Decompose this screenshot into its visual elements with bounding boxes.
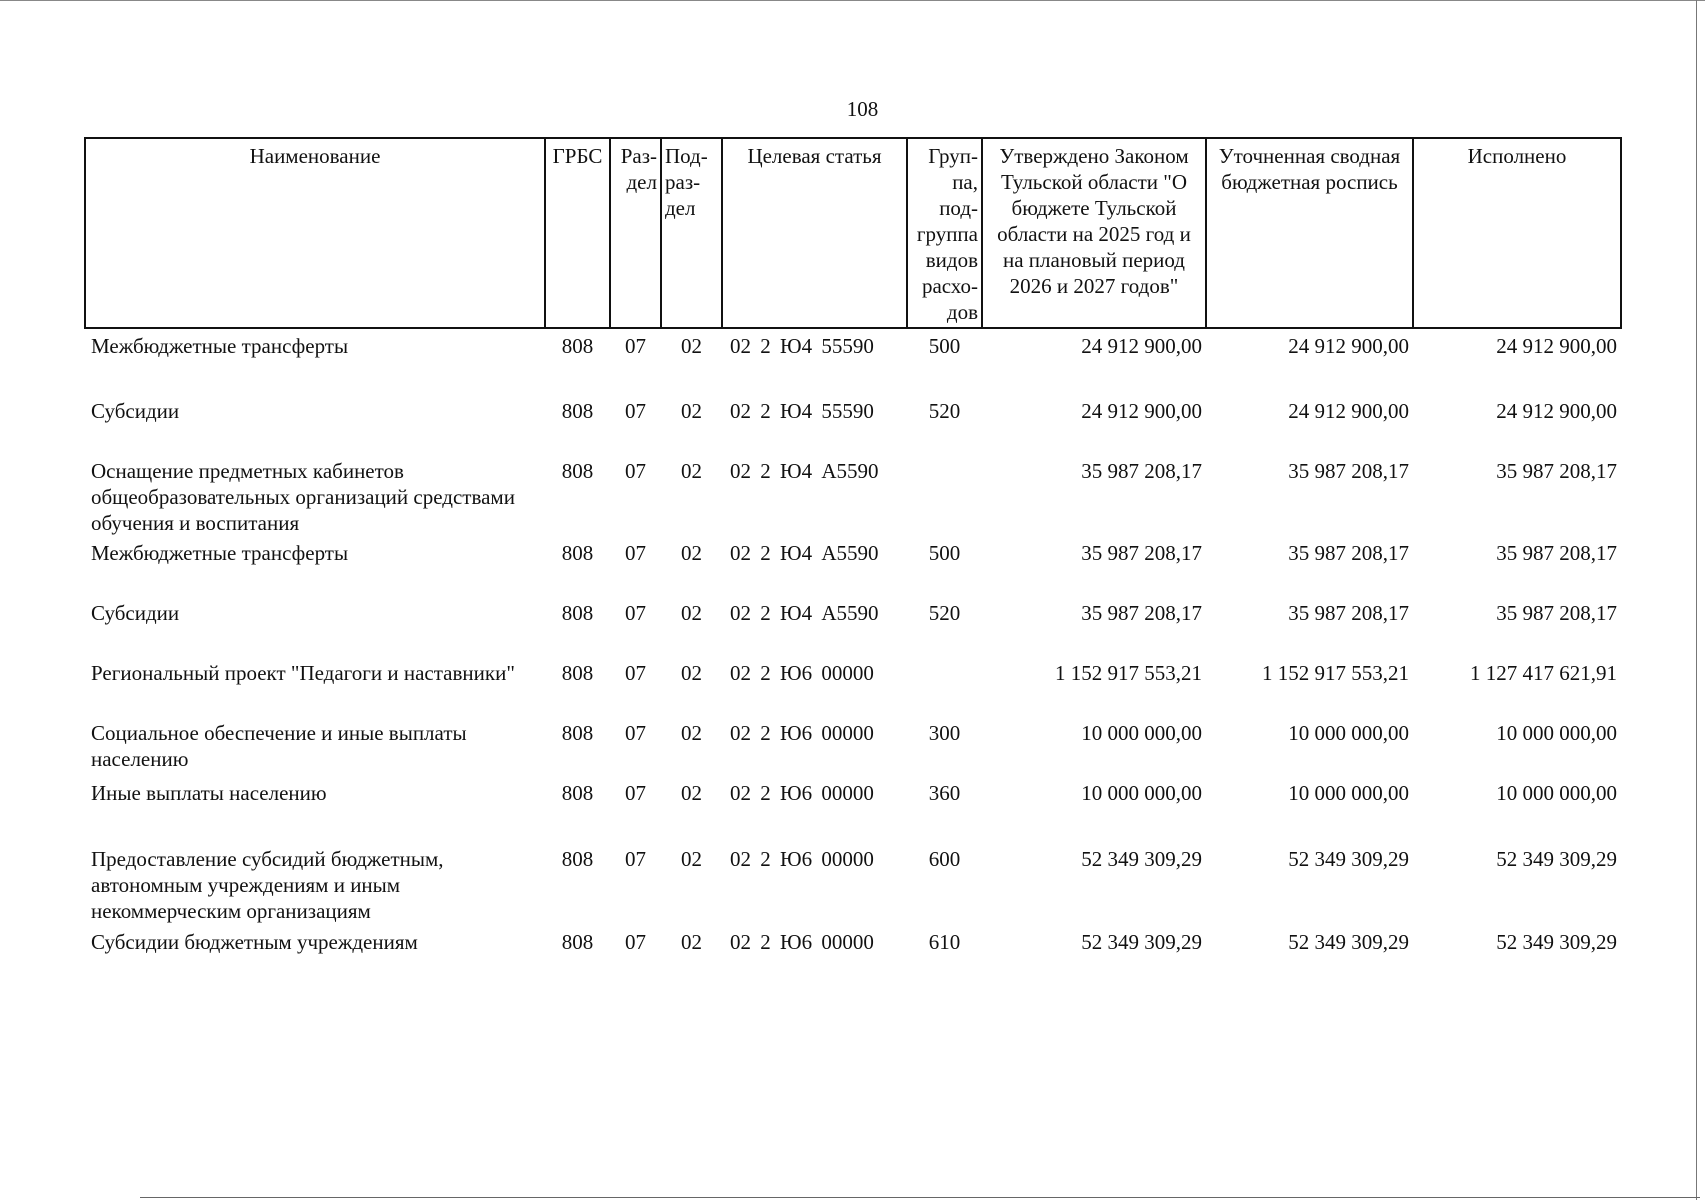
cell-celevaya-statya: 02 2 Ю4 55590 xyxy=(730,399,874,423)
cell-name: Оснащение предметных кабинетов общеобразовательных организаций средствами обучения и воспитания xyxy=(91,459,515,535)
cell-name: Предоставление субсидий бюджетным, автономным учреждениям и иным некоммерческим организациям xyxy=(91,847,444,923)
cell-ispolneno: 24 912 900,00 xyxy=(1496,399,1617,423)
cell-grbs: 808 xyxy=(561,541,594,565)
cell-utverzhdeno: 24 912 900,00 xyxy=(1081,399,1202,423)
cell-podrazdel: 02 xyxy=(681,541,702,565)
cell-utochnennaya: 52 349 309,29 xyxy=(1288,930,1409,954)
cell-gruppa: 520 xyxy=(928,399,961,423)
cell-utochnennaya: 35 987 208,17 xyxy=(1288,541,1409,565)
cell-celevaya-statya: 02 2 Ю6 00000 xyxy=(730,661,874,685)
cell-celevaya-statya: 02 2 Ю6 00000 xyxy=(730,721,874,745)
cell-grbs: 808 xyxy=(561,601,594,625)
cell-utochnennaya: 24 912 900,00 xyxy=(1288,399,1409,423)
page-edge-top xyxy=(0,0,1705,1)
cell-grbs: 808 xyxy=(561,781,594,805)
cell-gruppa: 600 xyxy=(928,847,961,871)
cell-celevaya-statya: 02 2 Ю6 00000 xyxy=(730,930,874,954)
cell-utverzhdeno: 35 987 208,17 xyxy=(1081,601,1202,625)
cell-utverzhdeno: 35 987 208,17 xyxy=(1081,541,1202,565)
cell-ispolneno: 35 987 208,17 xyxy=(1496,601,1617,625)
table-row xyxy=(85,394,1621,454)
cell-podrazdel: 02 xyxy=(681,334,702,358)
cell-ispolneno: 10 000 000,00 xyxy=(1496,721,1617,745)
cell-ispolneno: 24 912 900,00 xyxy=(1496,334,1617,358)
cell-utverzhdeno: 10 000 000,00 xyxy=(1081,721,1202,745)
table-body xyxy=(85,328,1621,985)
cell-utverzhdeno: 52 349 309,29 xyxy=(1081,930,1202,954)
header-name: Наименование xyxy=(85,138,545,328)
header-podrazdel: Под- раз- дел xyxy=(661,138,722,328)
cell-podrazdel: 02 xyxy=(681,601,702,625)
cell-name: Межбюджетные трансферты xyxy=(91,541,349,565)
table-row xyxy=(85,716,1621,776)
cell-podrazdel: 02 xyxy=(681,721,702,745)
cell-name: Социальное обеспечение и иные выплаты населению xyxy=(91,721,467,771)
cell-ispolneno: 35 987 208,17 xyxy=(1496,541,1617,565)
cell-razdel: 07 xyxy=(625,399,646,423)
header-ispolneno: Исполнено xyxy=(1413,138,1621,328)
table-header xyxy=(85,138,1621,328)
header-razdel: Раз- дел xyxy=(610,138,661,328)
cell-celevaya-statya: 02 2 Ю4 А5590 xyxy=(730,459,879,483)
cell-utverzhdeno: 1 152 917 553,21 xyxy=(1055,661,1202,685)
header-grbs: ГРБС xyxy=(545,138,610,328)
table-row xyxy=(85,596,1621,656)
table-row xyxy=(85,536,1621,596)
cell-razdel: 07 xyxy=(625,847,646,871)
cell-utochnennaya: 35 987 208,17 xyxy=(1288,459,1409,483)
header-utverzhdeno: Утверждено Законом Тульской области "О бюджете Тульской области на 2025 год и на плановый период 2026 и 2027 годов" xyxy=(982,138,1206,328)
table-row xyxy=(85,776,1621,842)
cell-name: Субсидии бюджетным учреждениям xyxy=(91,930,418,954)
cell-utverzhdeno: 24 912 900,00 xyxy=(1081,334,1202,358)
cell-name: Субсидии xyxy=(91,601,180,625)
page-edge-right xyxy=(1696,0,1697,1200)
cell-podrazdel: 02 xyxy=(681,847,702,871)
cell-podrazdel: 02 xyxy=(681,781,702,805)
cell-utochnennaya: 10 000 000,00 xyxy=(1288,721,1409,745)
cell-utochnennaya: 24 912 900,00 xyxy=(1288,334,1409,358)
cell-razdel: 07 xyxy=(625,459,646,483)
cell-utverzhdeno: 52 349 309,29 xyxy=(1081,847,1202,871)
cell-celevaya-statya: 02 2 Ю4 55590 xyxy=(730,334,874,358)
header-celevaya-statya: Целевая статья xyxy=(722,138,907,328)
cell-gruppa: 610 xyxy=(928,930,961,954)
cell-gruppa: 500 xyxy=(928,541,961,565)
cell-gruppa: 300 xyxy=(928,721,961,745)
cell-grbs: 808 xyxy=(561,334,594,358)
cell-podrazdel: 02 xyxy=(681,661,702,685)
cell-utochnennaya: 52 349 309,29 xyxy=(1288,847,1409,871)
cell-grbs: 808 xyxy=(561,847,594,871)
cell-grbs: 808 xyxy=(561,721,594,745)
cell-name: Региональный проект "Педагоги и наставники" xyxy=(91,661,515,685)
cell-gruppa: 520 xyxy=(928,601,961,625)
cell-celevaya-statya: 02 2 Ю6 00000 xyxy=(730,847,874,871)
table-row xyxy=(85,925,1621,985)
cell-ispolneno: 1 127 417 621,91 xyxy=(1470,661,1617,685)
cell-grbs: 808 xyxy=(561,661,594,685)
table-row xyxy=(85,842,1621,925)
header-gruppa: Груп- па, под- группа видов расхо- дов xyxy=(907,138,982,328)
header-utochnennaya: Уточненная сводная бюджетная роспись xyxy=(1206,138,1413,328)
cell-grbs: 808 xyxy=(561,459,594,483)
cell-ispolneno: 35 987 208,17 xyxy=(1496,459,1617,483)
cell-name: Субсидии xyxy=(91,399,180,423)
cell-gruppa: 360 xyxy=(928,781,961,805)
cell-ispolneno: 52 349 309,29 xyxy=(1496,930,1617,954)
cell-ispolneno: 52 349 309,29 xyxy=(1496,847,1617,871)
cell-utverzhdeno: 10 000 000,00 xyxy=(1081,781,1202,805)
cell-razdel: 07 xyxy=(625,721,646,745)
cell-utochnennaya: 1 152 917 553,21 xyxy=(1262,661,1409,685)
cell-razdel: 07 xyxy=(625,601,646,625)
cell-celevaya-statya: 02 2 Ю4 А5590 xyxy=(730,601,879,625)
cell-celevaya-statya: 02 2 Ю4 А5590 xyxy=(730,541,879,565)
cell-razdel: 07 xyxy=(625,930,646,954)
cell-podrazdel: 02 xyxy=(681,459,702,483)
cell-grbs: 808 xyxy=(561,930,594,954)
budget-table xyxy=(84,137,1622,985)
cell-razdel: 07 xyxy=(625,661,646,685)
table-row xyxy=(85,454,1621,536)
cell-razdel: 07 xyxy=(625,541,646,565)
cell-utochnennaya: 35 987 208,17 xyxy=(1288,601,1409,625)
cell-gruppa: 500 xyxy=(928,334,961,358)
cell-gruppa xyxy=(907,656,982,716)
cell-name: Межбюджетные трансферты xyxy=(91,334,349,358)
cell-grbs: 808 xyxy=(561,399,594,423)
cell-ispolneno: 10 000 000,00 xyxy=(1496,781,1617,805)
cell-utverzhdeno: 35 987 208,17 xyxy=(1081,459,1202,483)
cell-podrazdel: 02 xyxy=(681,930,702,954)
cell-razdel: 07 xyxy=(625,334,646,358)
cell-name: Иные выплаты населению xyxy=(91,781,327,805)
cell-razdel: 07 xyxy=(625,781,646,805)
cell-podrazdel: 02 xyxy=(681,399,702,423)
cell-gruppa xyxy=(907,454,982,536)
table-row xyxy=(85,328,1621,394)
cell-celevaya-statya: 02 2 Ю6 00000 xyxy=(730,781,874,805)
page-number: 108 xyxy=(846,97,879,121)
page-edge-bottom xyxy=(140,1197,1700,1198)
cell-utochnennaya: 10 000 000,00 xyxy=(1288,781,1409,805)
table-row xyxy=(85,656,1621,716)
